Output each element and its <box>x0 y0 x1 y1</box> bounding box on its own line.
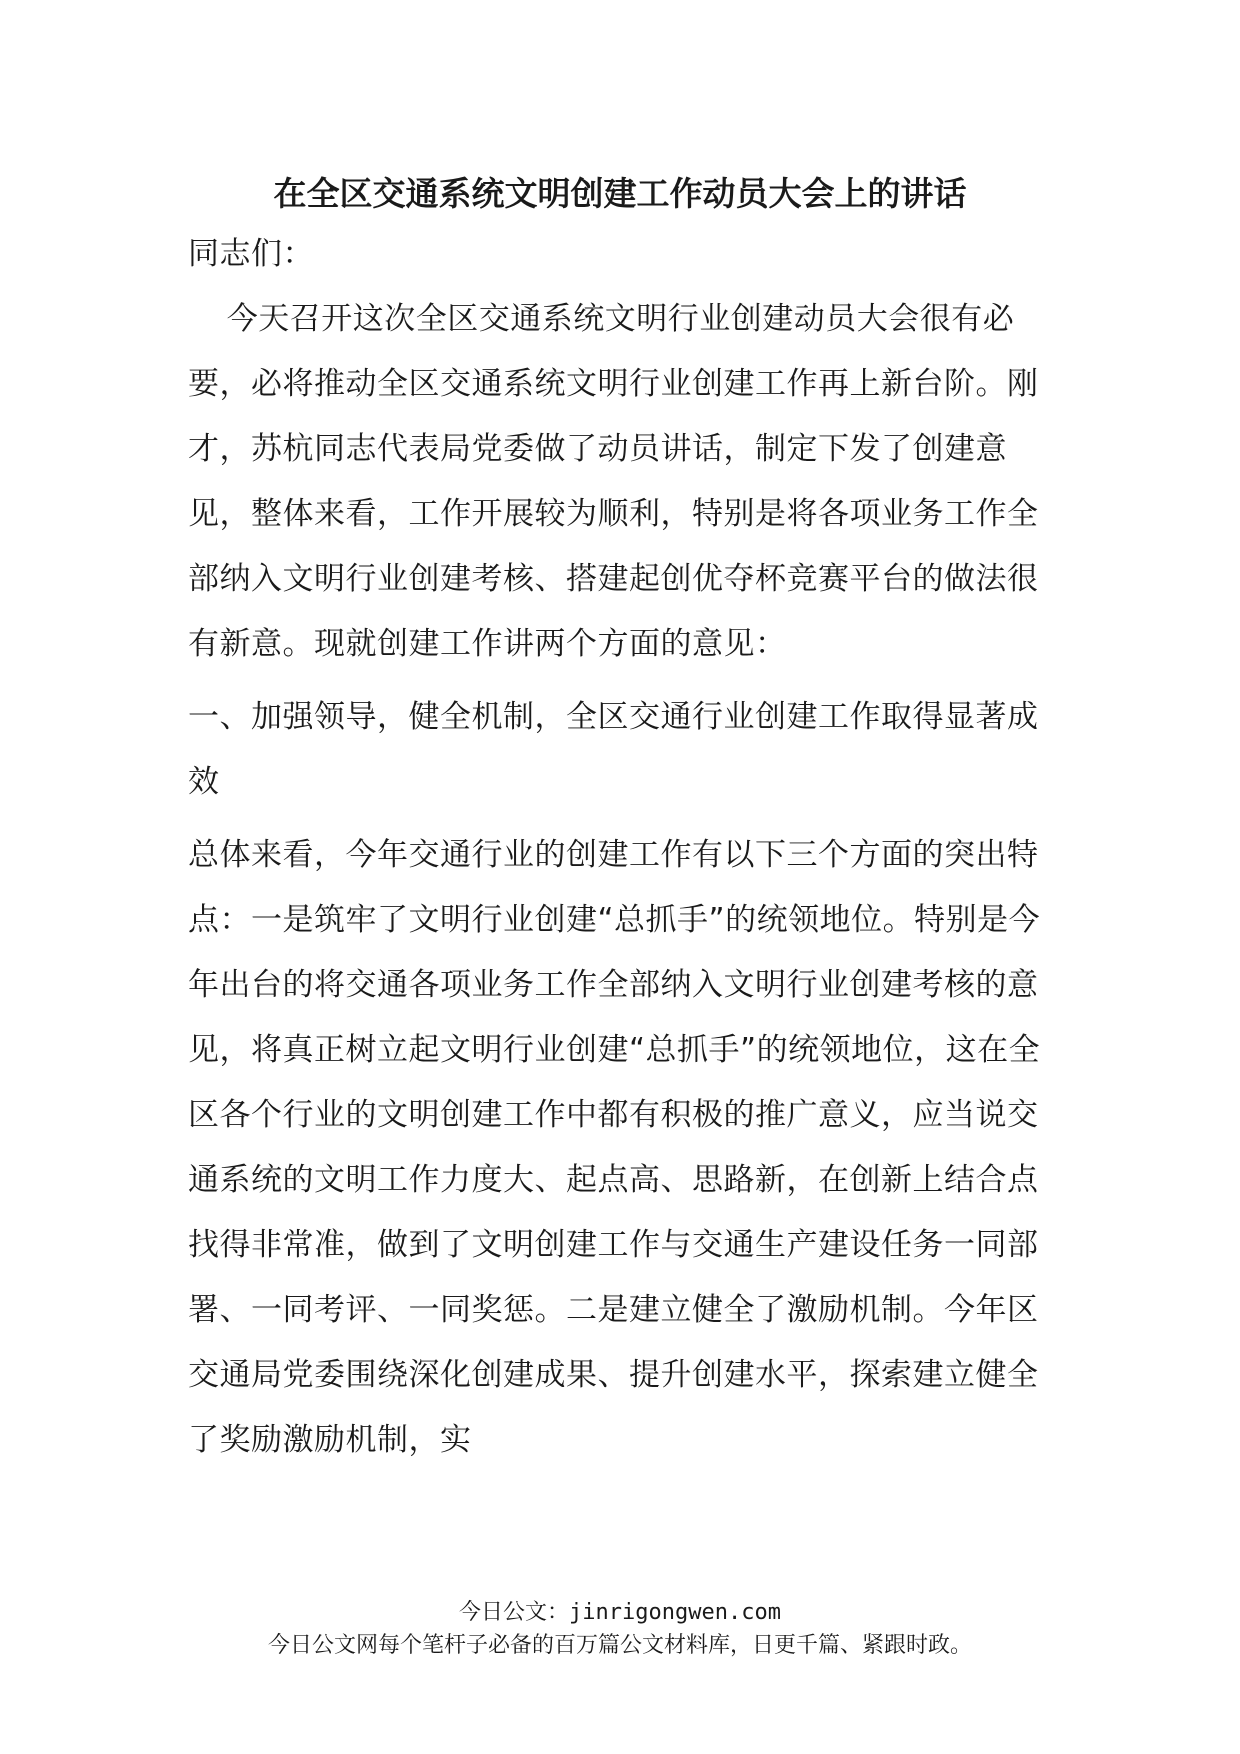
greeting: 同志们： <box>188 236 314 272</box>
document-title: 在全区交通系统文明创建工作动员大会上的讲话 <box>273 174 967 213</box>
footer-site-line <box>0 1596 1240 1629</box>
section-body-paragraph: 总体来看，今年交通行业的创建工作有以下三个方面的突出特点：一是筑牢了文明行业创建“总抓手”的统领地位。特别是今年出台的将交通各项业务工作全部纳入文明行业创建考核的意见，将真正树立起文明行业创建“总抓手”的统领地位，这在全区各个行业的文明创建工作中都有积极的推广意义，应当说交通系统的文明工作力度大、起点高、思路新，在创新上结合点找得非常准，做到了文明创建工作与交通生产建设任务一同部署、一同考评、一同奖惩。二是建立健全了激励机制。今年区交通局党委围绕深化创建成果、提升创建水平，探索建立健全了奖励激励机制，实 <box>188 837 1041 1458</box>
footer-site-link[interactable]: jinrigongwen.com <box>569 1600 781 1625</box>
footer-site-label: 今日公文： <box>459 1600 570 1625</box>
intro-paragraph: 今天召开这次全区交通系统文明行业创建动员大会很有必要，必将推动全区交通系统文明行业创建工作再上新台阶。刚才，苏杭同志代表局党委做了动员讲话，制定下发了创建意见，整体来看，工作开展较为顺利，特别是将各项业务工作全部纳入文明行业创建考核、搭建起创优夺杯竞赛平台的做法很有新意。现就创建工作讲两个方面的意见： <box>188 301 1039 662</box>
footer-tagline: 今日公文网每个笔杆子必备的百万篇公文材料库，日更千篇、紧跟时政。 <box>267 1633 972 1658</box>
section-heading: 一、加强领导，健全机制，全区交通行业创建工作取得显著成效 <box>188 699 1039 800</box>
document-body <box>188 222 1058 1473</box>
footer <box>0 1596 1240 1662</box>
